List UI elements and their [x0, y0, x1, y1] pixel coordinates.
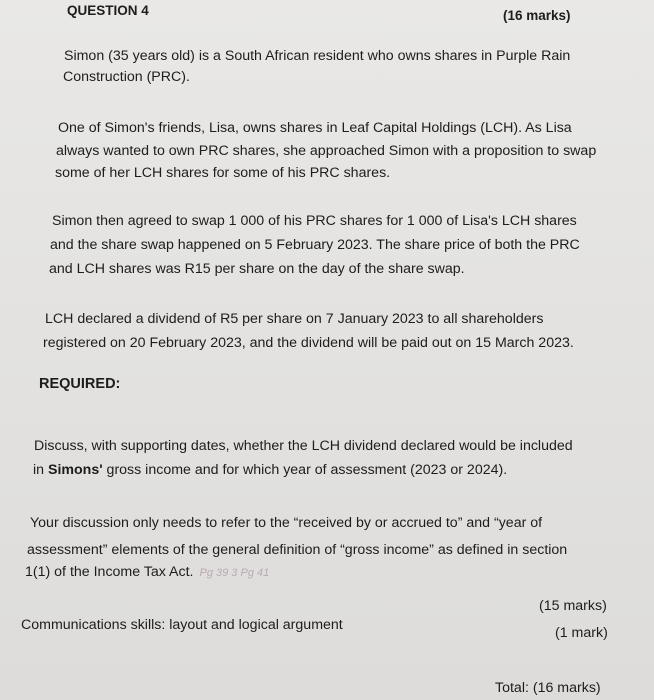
paragraph-line: Discuss, with supporting dates, whether the LCH dividend declared would be included: [34, 438, 573, 454]
text-segment: 1(1) of the Income Tax Act.: [25, 564, 194, 580]
paragraph-line: and LCH shares was R15 per share on the day of the share swap.: [49, 261, 465, 277]
paragraph-line: [33, 459, 507, 482]
paragraph-line: Construction (PRC).: [63, 69, 190, 85]
discussion-marks: (15 marks): [539, 598, 607, 614]
paragraph-line: some of her LCH shares for some of his PRC shares.: [55, 165, 391, 181]
handwritten-note: Pg 39 3 Pg 41: [199, 567, 270, 579]
required-heading: REQUIRED:: [39, 376, 121, 392]
paragraph-line: always wanted to own PRC shares, she approached Simon with a proposition to swap: [56, 143, 597, 159]
total-marks: Total: (16 marks): [495, 680, 601, 696]
communication-skills-label: Communications skills: layout and logical argument: [21, 617, 343, 633]
paragraph-line: [25, 561, 269, 585]
text-segment: gross income and for which year of assessment (2023 or 2024).: [102, 462, 508, 478]
paragraph-line: and the share swap happened on 5 February 2023. The share price of both the PRC: [50, 237, 580, 253]
text-segment: in: [33, 462, 48, 478]
paragraph-line: registered on 20 February 2023, and the dividend will be paid out on 15 March 2023.: [43, 335, 574, 351]
question-title: QUESTION 4: [67, 3, 149, 18]
paragraph-line: One of Simon's friends, Lisa, owns shares in Leaf Capital Holdings (LCH). As Lisa: [58, 120, 572, 136]
paragraph-line: Your discussion only needs to refer to the “received by or accrued to” and “year of: [30, 515, 543, 531]
person-name-emphasis: Simons': [47, 462, 103, 478]
paragraph-line: assessment” elements of the general definition of “gross income” as defined in section: [27, 542, 568, 558]
communication-skills-marks: (1 mark): [555, 625, 608, 641]
paragraph-line: LCH declared a dividend of R5 per share on 7 January 2023 to all shareholders: [45, 311, 544, 327]
paragraph-line: Simon (35 years old) is a South African resident who owns shares in Purple Rain: [64, 48, 571, 64]
question-marks: (16 marks): [503, 8, 571, 23]
paragraph-line: Simon then agreed to swap 1 000 of his PRC shares for 1 000 of Lisa's LCH shares: [52, 213, 577, 229]
